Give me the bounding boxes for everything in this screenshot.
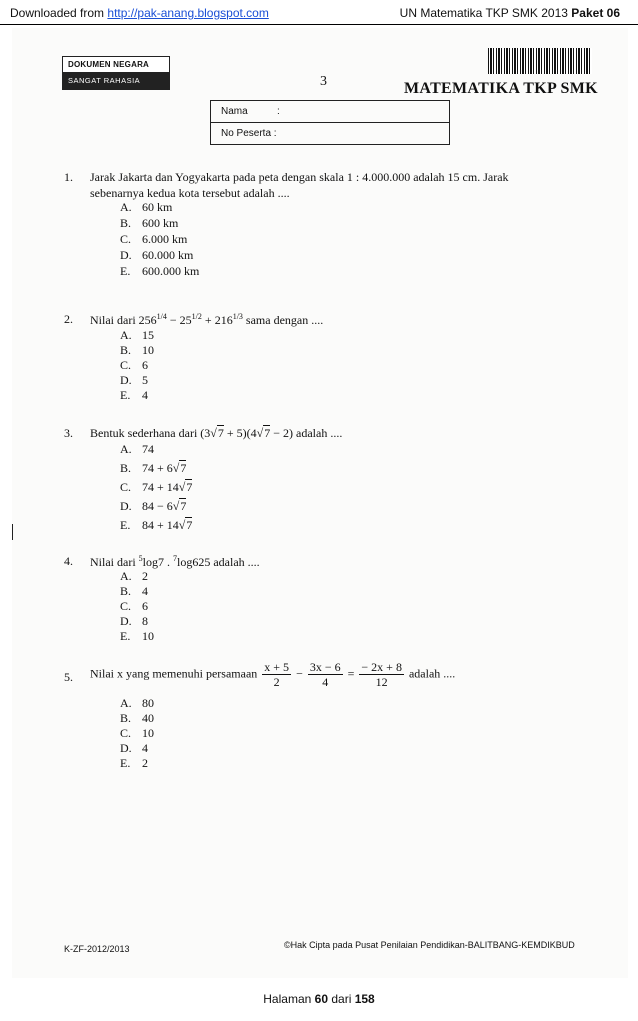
fraction-2: $\frac{3x - 6}{4}$ bbox=[309, 660, 341, 689]
copyright-notice: ©Hak Cipta pada Pusat Penilaian Pendidikan-BALITBANG-KEMDIKBUD bbox=[284, 940, 575, 950]
question-number: 1. bbox=[64, 170, 73, 184]
question-text: Bentuk sederhana dari (3√7 + 5)(4√7 − 2) adalah .... bbox=[90, 426, 343, 440]
question-text: Nilai x yang memenuhi persamaan $\frac{x + 5}{2}$ − $\frac{3x - 6}{4}$ = $\frac{- 2x + 8}{12}$ adalah .... bbox=[90, 660, 456, 689]
document-classification bbox=[62, 56, 170, 90]
option-d[interactable]: D. 8 bbox=[120, 614, 148, 628]
question-text: Nilai dari $256^{1/4} - 25^{1/2} + 216^{1/3}$ sama dengan .... bbox=[90, 312, 324, 327]
peserta-row bbox=[211, 122, 449, 144]
question-number: 5. bbox=[64, 670, 73, 684]
option-a[interactable]: A. 74 bbox=[120, 442, 154, 456]
option-c[interactable]: C. 10 bbox=[120, 726, 154, 740]
question-number: 3. bbox=[64, 426, 73, 440]
fraction-3: $\frac{- 2x + 8}{12}$ bbox=[361, 660, 402, 689]
current-page: 60 bbox=[314, 992, 328, 1006]
download-header bbox=[0, 0, 638, 26]
subject-title: MATEMATIKA TKP SMK bbox=[404, 80, 598, 97]
option-b[interactable]: B. 74 + 6√7 bbox=[120, 461, 187, 475]
option-a[interactable]: A. 80 bbox=[120, 696, 154, 710]
option-e[interactable]: E. 10 bbox=[120, 629, 154, 643]
option-a[interactable]: A. 2 bbox=[120, 569, 148, 583]
option-e[interactable]: E. 2 bbox=[120, 756, 148, 770]
option-b[interactable]: B. 10 bbox=[120, 343, 154, 357]
question-number: 2. bbox=[64, 312, 73, 326]
option-a[interactable]: A. 60 km bbox=[120, 200, 173, 214]
option-b[interactable]: B. 40 bbox=[120, 711, 154, 725]
question-text-cont: sebenarnya kedua kota tersebut adalah .... bbox=[90, 186, 290, 200]
option-c[interactable]: C. 6 bbox=[120, 599, 148, 613]
exam-title: UN Matematika TKP SMK 2013 bbox=[399, 6, 568, 20]
option-e[interactable]: E. 600.000 km bbox=[120, 264, 200, 278]
question-text: Nilai dari $^5$log7 . $^7$log625 adalah .... bbox=[90, 554, 260, 569]
exam-code: K-ZF-2012/2013 bbox=[64, 944, 130, 954]
page-counter: Halaman 60 dari 158 bbox=[263, 992, 375, 1006]
option-a[interactable]: A. 15 bbox=[120, 328, 154, 342]
option-e[interactable]: E. 4 bbox=[120, 388, 148, 402]
question-number: 4. bbox=[64, 554, 73, 568]
total-pages: 158 bbox=[354, 992, 375, 1006]
source-link[interactable]: http://pak-anang.blogspot.com bbox=[107, 6, 269, 20]
download-prefix: Downloaded from bbox=[10, 6, 108, 20]
participant-box bbox=[210, 100, 450, 145]
question-text: Jarak Jakarta dan Yogyakarta pada peta dengan skala 1 : 4.000.000 adalah 15 cm. Jarak bbox=[90, 170, 509, 184]
fraction-1: $\frac{x + 5}{2}$ bbox=[264, 660, 290, 689]
download-source bbox=[10, 6, 269, 20]
option-b[interactable]: B. 600 km bbox=[120, 216, 179, 230]
sheet-page-number: 3 bbox=[320, 74, 327, 89]
paket-label: Paket 06 bbox=[571, 6, 620, 20]
option-d[interactable]: D. 4 bbox=[120, 741, 148, 755]
peserta-label: No Peserta : bbox=[221, 128, 277, 139]
option-d[interactable]: D. 84 − 6√7 bbox=[120, 499, 187, 513]
option-d[interactable]: D. 60.000 km bbox=[120, 248, 194, 262]
option-b[interactable]: B. 4 bbox=[120, 584, 148, 598]
option-e[interactable]: E. 84 + 14√7 bbox=[120, 518, 193, 532]
sangat-rahasia-label: SANGAT RAHASIA bbox=[63, 72, 169, 89]
nama-row bbox=[211, 101, 449, 122]
header-divider bbox=[0, 24, 638, 25]
header-title bbox=[400, 6, 620, 20]
nama-colon: : bbox=[277, 106, 280, 117]
option-d[interactable]: D. 5 bbox=[120, 373, 148, 387]
option-c[interactable]: C. 6.000 km bbox=[120, 232, 188, 246]
option-c[interactable]: C. 6 bbox=[120, 358, 148, 372]
margin-mark bbox=[12, 524, 13, 540]
nama-label: Nama bbox=[221, 106, 248, 117]
dokumen-negara-label: DOKUMEN NEGARA bbox=[63, 57, 169, 72]
barcode-icon bbox=[488, 48, 592, 74]
option-c[interactable]: C. 74 + 14√7 bbox=[120, 480, 193, 494]
